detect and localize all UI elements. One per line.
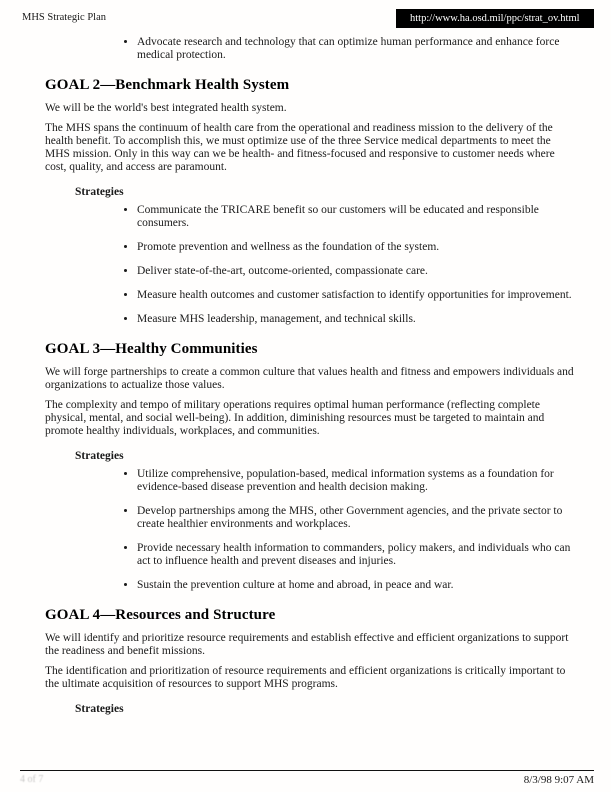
goal-4-strategies-label: Strategies xyxy=(75,703,124,715)
goal-2-strategy-list xyxy=(45,204,577,326)
bullet-item: • Develop partnerships among the MHS, other Government agencies, and the private sector to create healthier environments and workplaces. xyxy=(137,505,577,531)
goal-2-paragraph-2: The MHS spans the continuum of health care from the operational and readiness mission to the delivery of the health benefit. To accomplish this, we must optimize use of the three Service medical departments to meet the MHS mission. Only in this way can we be health- and fitness-focused and responsive to customer needs where cost, quality, and access are paramount. xyxy=(45,122,555,173)
goal-4-heading: GOAL 4—Resources and Structure xyxy=(45,607,276,623)
bullet-item: • Promote prevention and wellness as the foundation of the system. xyxy=(137,241,577,254)
header-url: http://www.ha.osd.mil/ppc/strat_ov.html xyxy=(396,9,594,28)
page-footer xyxy=(20,770,594,786)
document-body xyxy=(0,36,611,715)
page-number-marker: 4 of 7 xyxy=(20,774,44,785)
goal-4-paragraph-1: We will identify and prioritize resource requirements and establish effective and efficient organizations to support the readiness and benefit missions. xyxy=(45,632,569,657)
goal-3-paragraph-2: The complexity and tempo of military operations requires optimal human performance (reflecting complete physical, mental, and social well-being). In addition, diminishing resources must be targeted to maintain and promote healthy individuals, workplaces, and communities. xyxy=(45,399,545,437)
goal-3-strategy-list xyxy=(45,468,577,592)
bullet-item: • Provide necessary health information to commanders, policy makers, and individuals who can act to influence health and prevent diseases and injuries. xyxy=(137,542,577,568)
goal-2-heading: GOAL 2—Benchmark Health System xyxy=(45,77,290,93)
goal-3-heading: GOAL 3—Healthy Communities xyxy=(45,341,258,357)
bullet-item: • Utilize comprehensive, population-based, medical information systems as a foundation for evidence-based disease prevention and health decision making. xyxy=(137,468,577,494)
bullet-item: • Measure health outcomes and customer satisfaction to identify opportunities for improvement. xyxy=(137,289,577,302)
bullet-item: • Communicate the TRICARE benefit so our customers will be educated and responsible consumers. xyxy=(137,204,577,230)
goal-3-paragraph-1: We will forge partnerships to create a common culture that values health and fitness and empowers individuals and organizations to actualize those values. xyxy=(45,366,574,391)
bullet-item: • Measure MHS leadership, management, and technical skills. xyxy=(137,313,577,326)
intro-bullet-list xyxy=(45,36,577,62)
goal-2-paragraph-1: We will be the world's best integrated health system. xyxy=(45,102,287,114)
print-timestamp: 8/3/98 9:07 AM xyxy=(523,774,594,786)
goal-3-strategies-label: Strategies xyxy=(75,450,124,462)
bullet-item: • Advocate research and technology that can optimize human performance and enhance force medical protection. xyxy=(137,36,577,62)
goal-4-paragraph-2: The identification and prioritization of resource requirements and efficient organizations is critically important to the ultimate acquisition of resources to support MHS programs. xyxy=(45,665,566,690)
page-header xyxy=(0,0,611,28)
bullet-item: • Deliver state-of-the-art, outcome-oriented, compassionate care. xyxy=(137,265,577,278)
header-title: MHS Strategic Plan xyxy=(22,12,106,23)
goal-2-strategies-label: Strategies xyxy=(75,186,124,198)
bullet-item: • Sustain the prevention culture at home and abroad, in peace and war. xyxy=(137,579,577,592)
